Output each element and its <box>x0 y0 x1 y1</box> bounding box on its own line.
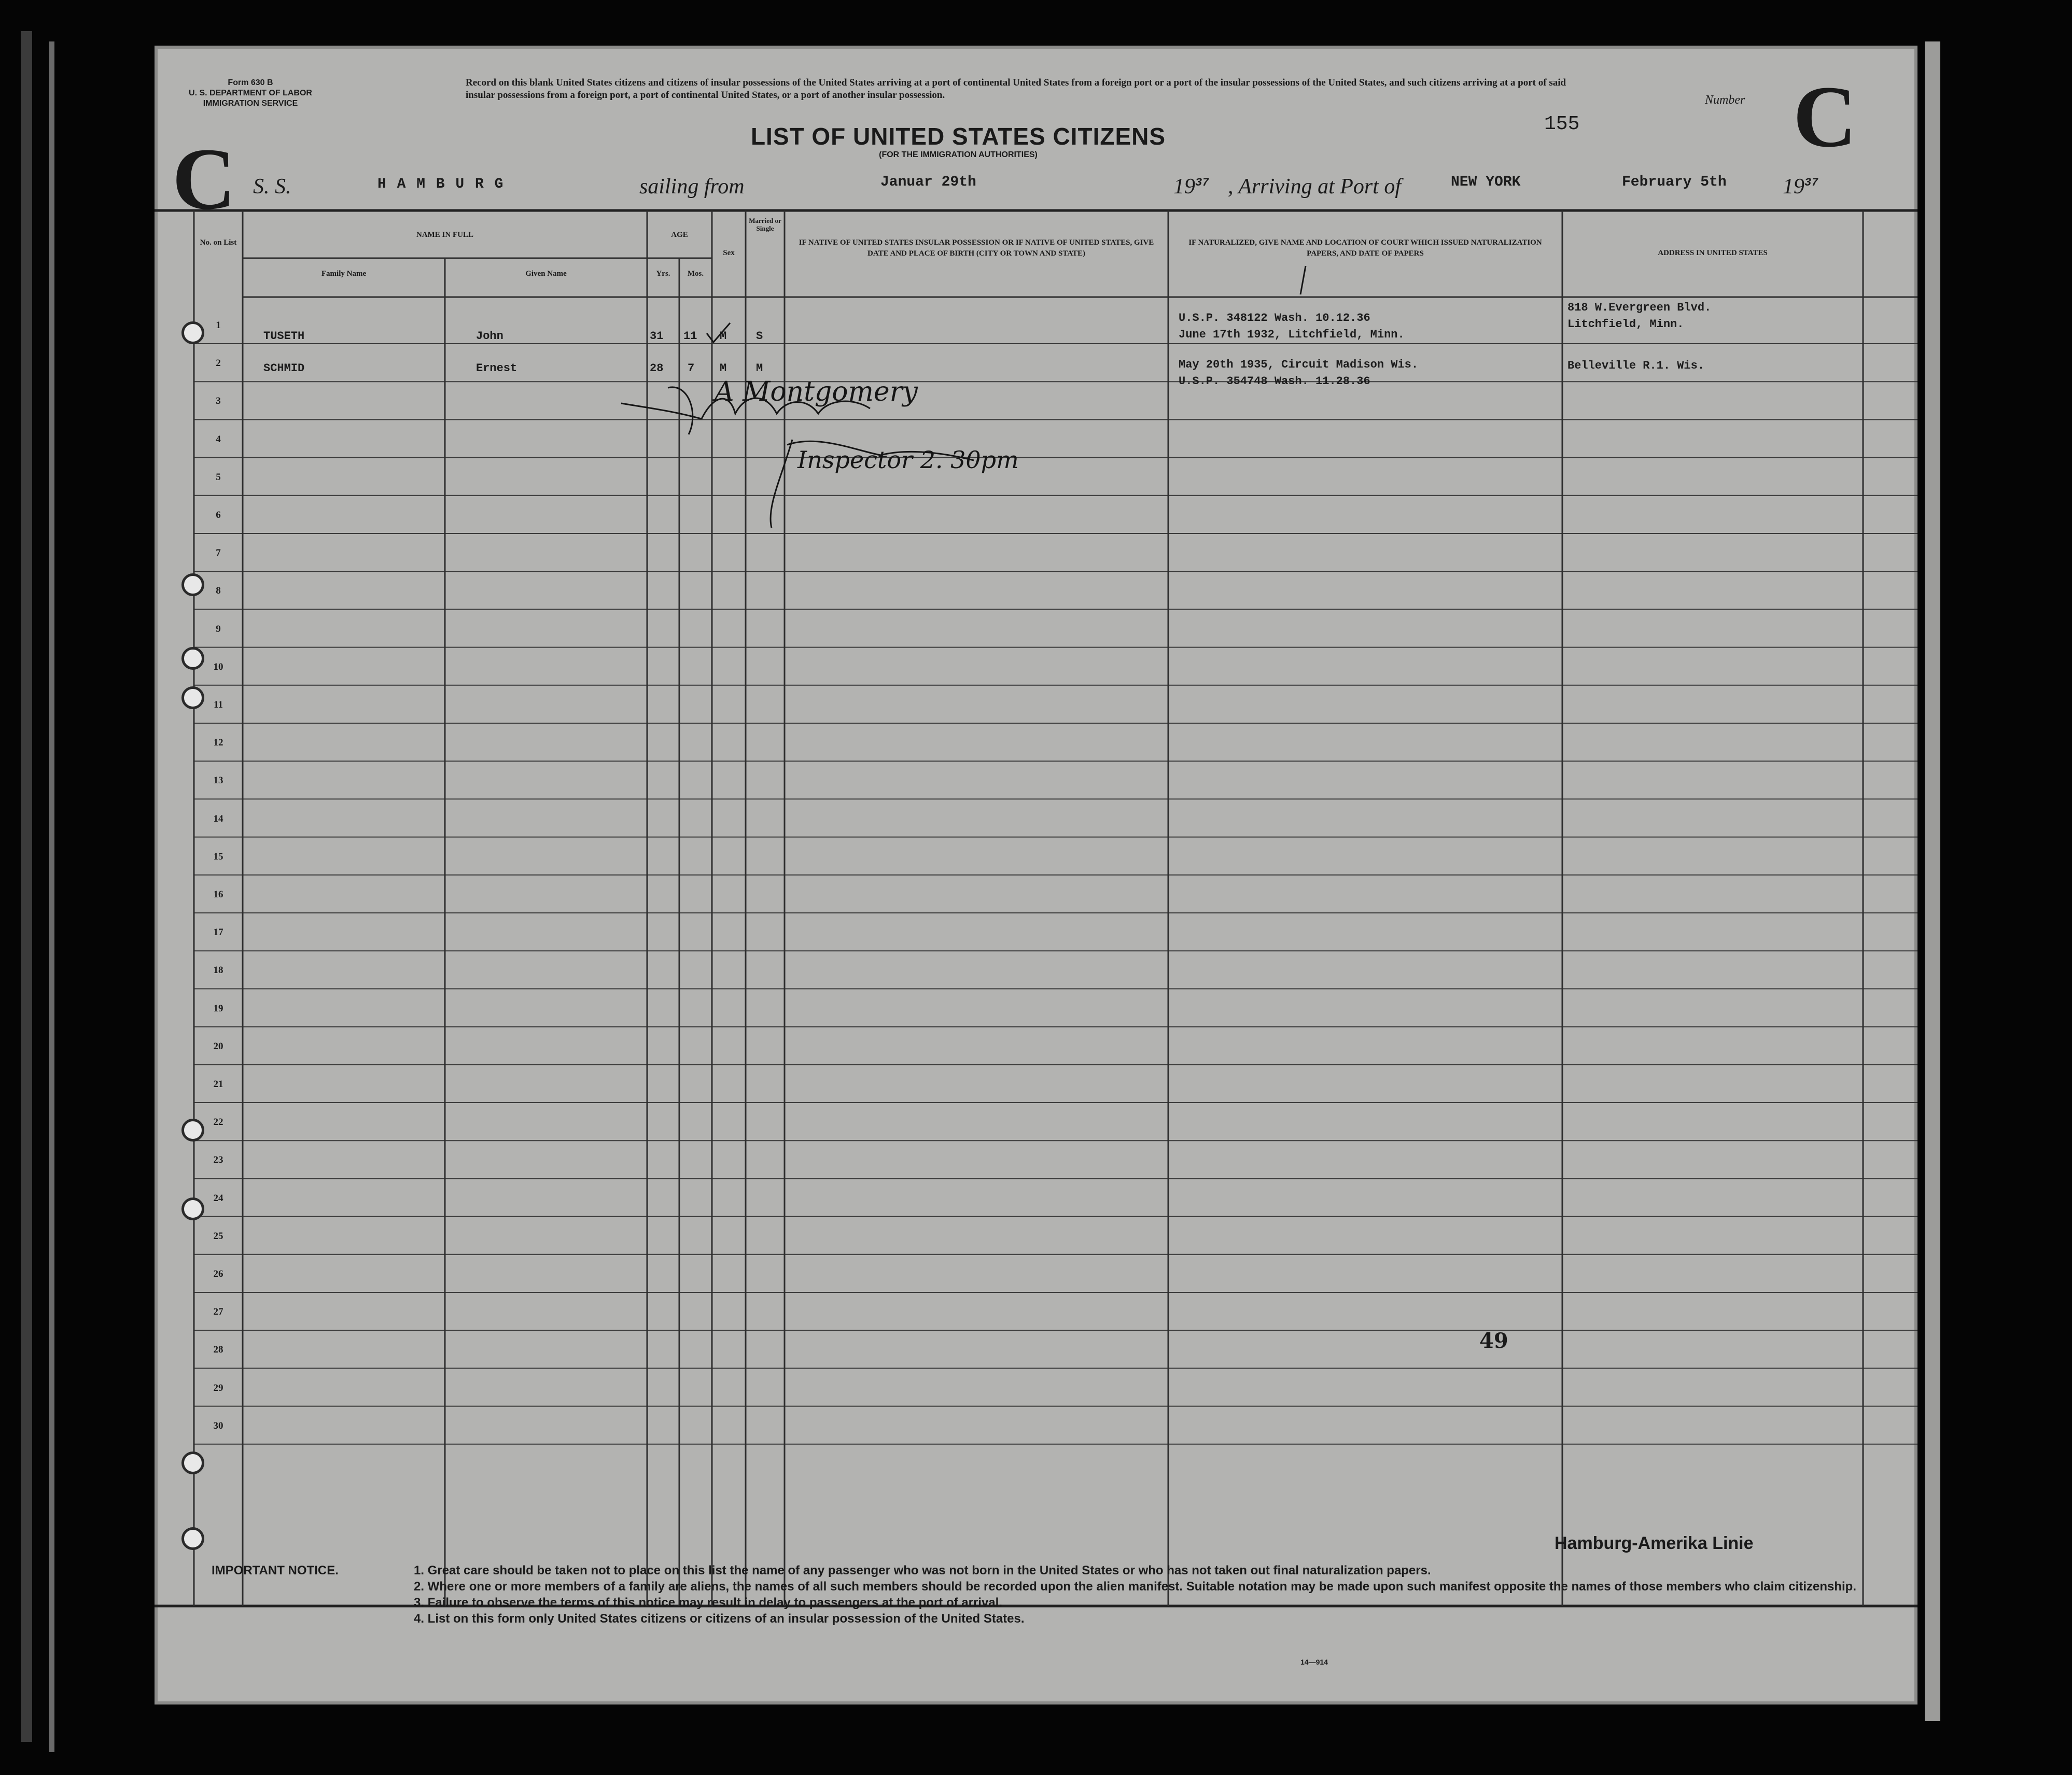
number-label: Number <box>1705 93 1745 107</box>
row-number: 29 <box>213 1382 223 1393</box>
row-number: 30 <box>213 1420 223 1431</box>
sailing-year-suffix: 37 <box>1195 176 1209 189</box>
row-2-given: Ernest <box>476 362 517 375</box>
row-number: 17 <box>213 927 223 938</box>
list-letter-right: C <box>1793 68 1857 165</box>
row-1-nat-line2: June 17th 1932, Litchfield, Minn. <box>1179 328 1405 341</box>
row-number: 19 <box>213 1003 223 1014</box>
page-edge <box>1925 41 1940 1721</box>
row-number: 16 <box>213 889 223 900</box>
col-header-name: NAME IN FULL <box>416 231 473 239</box>
row-2-address: Belleville R.1. Wis. <box>1567 359 1705 372</box>
page-subtitle: (FOR THE IMMIGRATION AUTHORITIES) <box>879 150 1038 159</box>
binder-hole <box>181 1198 204 1220</box>
arriving-label: , Arriving at Port of <box>1228 175 1402 199</box>
signature-name: A Montgomery <box>715 376 918 407</box>
sailing-from-value: Januar 29th <box>880 174 976 190</box>
row-number: 26 <box>213 1269 223 1279</box>
row-number: 20 <box>213 1040 223 1052</box>
binder-hole <box>181 686 204 709</box>
row-2-nat-line2: U.S.P. 354748 Wash. 11.28.36 <box>1179 375 1370 388</box>
col-header-given: Given Name <box>525 270 567 278</box>
row-1-addr-line1: 818 W.Evergreen Blvd. <box>1567 301 1712 314</box>
ship-name: H A M B U R G <box>377 176 505 192</box>
row-1-family: TUSETH <box>263 330 305 343</box>
row-1-nat-line1: U.S.P. 348122 Wash. 10.12.36 <box>1179 312 1370 325</box>
table-grid <box>155 46 1917 1704</box>
department: U. S. DEPARTMENT OF LABOR <box>189 89 312 97</box>
inspector-signature <box>611 372 1077 548</box>
col-header-mos: Mos. <box>687 270 704 278</box>
list-letter-left: C <box>172 130 236 228</box>
row-2-family: SCHMID <box>263 362 305 375</box>
row-1-addr-line2: Litchfield, Minn. <box>1567 318 1684 331</box>
list-number: 155 <box>1544 113 1580 135</box>
form-sheet <box>155 46 1917 1704</box>
col-header-age: AGE <box>671 231 688 239</box>
binder-edge <box>49 41 54 1752</box>
notice-4: 4. List on this form only United States citizens or citizens of an insular possession of the United States. <box>414 1612 1025 1626</box>
form-number: Form 630 B <box>228 78 273 87</box>
col-header-address: ADDRESS IN UNITED STATES <box>1658 249 1768 257</box>
row-number: 7 <box>216 547 221 559</box>
tick-mark-row-1 <box>704 320 735 346</box>
row-1-given: John <box>476 330 503 343</box>
row-number: 27 <box>213 1306 223 1318</box>
tick-mark-naturalized <box>1290 263 1311 310</box>
sailing-year-prefix: 19 <box>1173 175 1195 199</box>
arrival-date: February 5th <box>1622 174 1727 190</box>
col-header-naturalized: IF NATURALIZED, GIVE NAME AND LOCATION OF COURT WHICH ISSUED NATURALIZATION PAPERS, AND DATE OF PAPERS <box>1188 238 1542 258</box>
col-header-sex: Sex <box>723 249 735 257</box>
binder-hole <box>181 1119 204 1142</box>
notice-1: 1. Great care should be taken not to place on this list the name of any passenger who was not born in the United States or who has not taken out final naturalization papers. <box>414 1563 1431 1577</box>
row-number: 11 <box>214 699 223 710</box>
port-name: NEW YORK <box>1451 174 1521 190</box>
col-header-birth: IF NATIVE OF UNITED STATES INSULAR POSSESSION OR IF NATIVE OF UNITED STATES, GIVE DATE AND PLACE OF BIRTH (CITY OR TOWN AND STATE) <box>799 238 1154 258</box>
row-1-sex: M <box>720 330 727 343</box>
row-number: 18 <box>213 965 223 976</box>
row-2-yrs: 28 <box>650 362 664 375</box>
row-number: 12 <box>213 737 223 749</box>
row-number: 9 <box>216 623 221 635</box>
row-number: 23 <box>213 1154 223 1166</box>
page-title: LIST OF UNITED STATES CITIZENS <box>750 123 1166 150</box>
row-number: 6 <box>216 510 221 520</box>
row-2-marital: M <box>756 362 763 375</box>
row-number: 2 <box>216 358 221 369</box>
binder-hole <box>181 1452 204 1474</box>
row-number: 4 <box>216 433 221 445</box>
notice-row-1 <box>212 1562 1886 1579</box>
col-header-yrs: Yrs. <box>656 270 670 278</box>
arrival-year-suffix: 37 <box>1804 176 1818 189</box>
binder-hole <box>181 573 204 596</box>
row-2-naturalization <box>1179 357 1418 390</box>
row-number: 8 <box>216 585 221 597</box>
row-number: 13 <box>213 775 223 786</box>
line-company: Hamburg-Amerika Linie <box>1555 1533 1754 1553</box>
binder-hole <box>181 1527 204 1550</box>
important-notice <box>212 1562 1886 1627</box>
binder-strip <box>21 31 32 1742</box>
row-number: 24 <box>213 1192 223 1204</box>
row-number: 21 <box>213 1079 223 1090</box>
stamp-number: 49 <box>1479 1329 1508 1353</box>
row-number: 14 <box>213 813 223 824</box>
row-number: 15 <box>213 851 223 862</box>
notice-2: 2. Where one or more members of a family are aliens, the names of all such members should be recorded upon the alien manifest. Suitable notation may be made upon such manifest opposite the names of those members who claim citizenship. <box>414 1580 1856 1594</box>
ss-label: S. S. <box>253 175 291 199</box>
row-1-address <box>1567 300 1711 333</box>
row-2-nat-line1: May 20th 1935, Circuit Madison Wis. <box>1179 358 1419 371</box>
sailing-from-label: sailing from <box>639 175 745 199</box>
row-1-naturalization <box>1179 310 1405 343</box>
binder-hole <box>181 647 204 670</box>
row-number: 1 <box>216 320 221 331</box>
print-code: 14—914 <box>1300 1658 1328 1666</box>
row-1-marital: S <box>756 330 763 343</box>
col-header-marital: Married or Single <box>749 217 781 232</box>
row-number: 25 <box>213 1230 223 1242</box>
service: IMMIGRATION SERVICE <box>203 99 298 108</box>
row-1-mos: 11 <box>683 330 697 343</box>
notice-3: 3. Failure to observe the terms of this notice may result in delay to passengers at the port of arrival. <box>414 1596 1002 1610</box>
row-number: 22 <box>213 1117 223 1128</box>
row-number: 3 <box>216 396 221 407</box>
notice-label: IMPORTANT NOTICE. <box>212 1563 339 1577</box>
row-2-sex: M <box>720 362 727 375</box>
row-number: 28 <box>213 1344 223 1356</box>
col-header-family: Family Name <box>321 270 367 278</box>
row-number: 5 <box>216 471 221 483</box>
row-number: 10 <box>213 661 223 672</box>
col-header-no: No. on List <box>200 238 237 247</box>
binder-hole <box>181 321 204 344</box>
signature-title: Inspector 2. 30pm <box>797 446 1019 474</box>
arrival-year-prefix: 19 <box>1783 175 1804 199</box>
record-instruction: Record on this blank United States citizens and citizens of insular possessions of the United States arriving at a port of continental United States from a foreign port or a port of the insular possessions of the United States, and such citizens arriving at a port of said insular possessions from a foreign port, a port of continental United States, or a port of another insular possession. <box>466 77 1566 101</box>
row-1-yrs: 31 <box>650 330 664 343</box>
row-2-mos: 7 <box>688 362 695 375</box>
